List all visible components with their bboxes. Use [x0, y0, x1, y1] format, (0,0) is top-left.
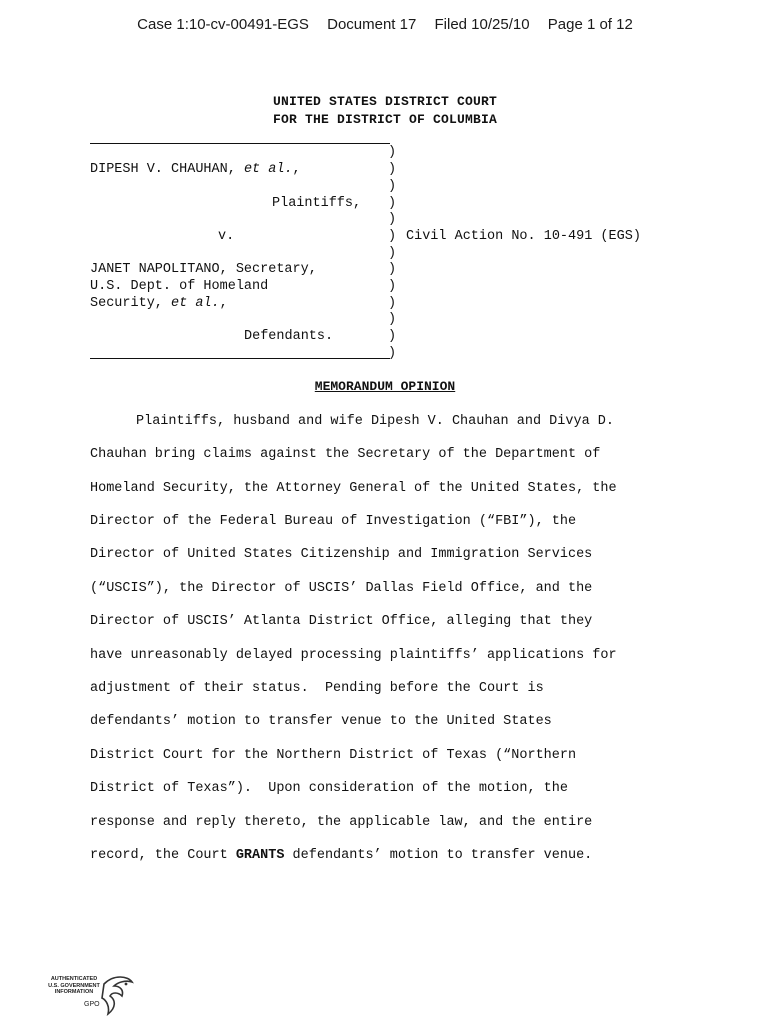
body-line: District of Texas”). Upon consideration of the motion, the — [90, 781, 568, 796]
defendants-role: Defendants. — [244, 329, 334, 344]
page-number: Page 1 of 12 — [547, 16, 633, 33]
plaintiff-name: DIPESH V. CHAUHAN, et al., — [90, 162, 301, 177]
gpo-authentication-logo: AUTHENTICATED U.S. GOVERNMENT INFORMATION GPO — [44, 974, 134, 1018]
civil-action-number: Civil Action No. 10-491 (EGS) — [406, 229, 641, 244]
body-line: Director of USCIS’ Atlanta District Office, alleging that they — [90, 614, 593, 629]
court-name-line1: UNITED STATES DISTRICT COURT — [272, 94, 498, 109]
page-header — [0, 16, 770, 33]
grants-emphasis: GRANTS — [235, 848, 285, 863]
body-line: adjustment of their status. Pending before the Court is — [90, 681, 544, 696]
body-line: defendants’ motion to transfer venue to the United States — [90, 714, 552, 729]
body-line: Plaintiffs, husband and wife Dipesh V. Chauhan and Divya D. — [136, 414, 614, 429]
body-line: (“USCIS”), the Director of USCIS’ Dallas Field Office, and the — [90, 581, 593, 596]
body-line: response and reply thereto, the applicable law, and the entire — [90, 815, 593, 830]
body-line: Homeland Security, the Attorney General of the United States, the — [90, 481, 617, 496]
body-line-last: record, the Court GRANTS defendants’ motion to transfer venue. — [90, 848, 593, 863]
plaintiffs-role: Plaintiffs, — [272, 196, 362, 211]
versus: v. — [218, 229, 235, 244]
defendant-line-3: Security, et al., — [90, 296, 228, 311]
defendant-line-2: U.S. Dept. of Homeland — [90, 279, 269, 294]
body-line: Director of United States Citizenship and Immigration Services — [90, 547, 593, 562]
body-line: have unreasonably delayed processing plaintiffs’ applications for — [90, 648, 617, 663]
body-line: Director of the Federal Bureau of Investigation (“FBI”), the — [90, 514, 577, 529]
filed-date: Filed 10/25/10 — [434, 16, 530, 33]
case-number: Case 1:10-cv-00491-EGS — [137, 16, 309, 33]
eagle-icon — [98, 974, 138, 1018]
document-number: Document 17 — [327, 16, 417, 33]
document-title: MEMORANDUM OPINION — [314, 379, 456, 394]
defendant-line-1: JANET NAPOLITANO, Secretary, — [90, 262, 317, 277]
body-line: District Court for the Northern District of Texas (“Northern — [90, 748, 577, 763]
body-line: Chauhan bring claims against the Secretary of the Department of — [90, 447, 601, 462]
court-name-line2: FOR THE DISTRICT OF COLUMBIA — [272, 112, 498, 127]
caption-bottom-rule — [90, 358, 390, 359]
caption-top-rule — [90, 143, 390, 144]
